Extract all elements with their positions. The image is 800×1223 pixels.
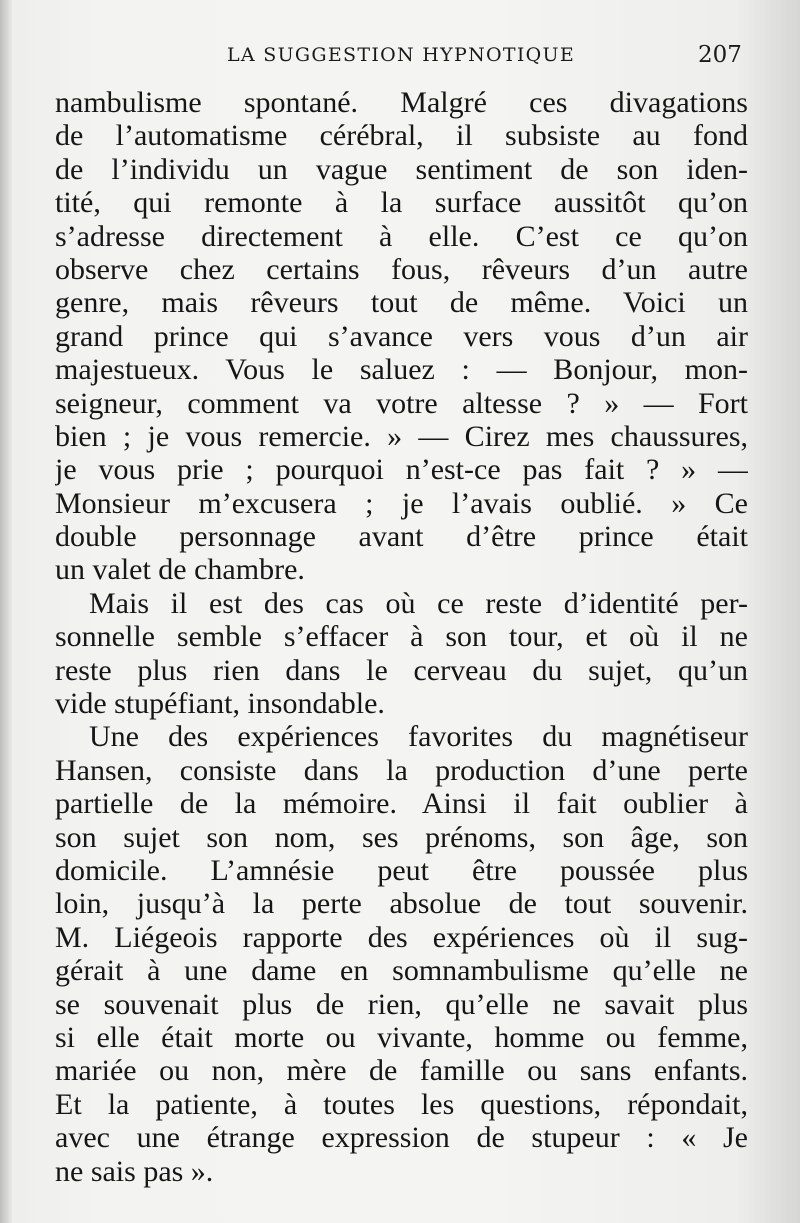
text-line: partielle de la mémoire. Ainsi il fait oublier à — [55, 787, 748, 821]
text-line: domicile. L’amnésie peut être poussée plus — [55, 853, 748, 887]
text-line: M. Liégeois rapporte des expériences où il sug- — [55, 920, 748, 954]
text-line: ne sais pas ». — [55, 1154, 214, 1188]
page-gutter-shadow — [0, 0, 12, 1223]
page-header — [0, 44, 800, 74]
text-line: si elle était morte ou vivante, homme ou femme, — [55, 1020, 748, 1054]
text-line: tité, qui remonte à la surface aussitôt qu’on — [55, 186, 748, 220]
body-text — [55, 86, 748, 1188]
text-line: un valet de chambre. — [55, 553, 305, 587]
text-line: avec une étrange expression de stupeur : « Je — [55, 1121, 748, 1155]
text-line: genre, mais rêveurs tout de même. Voici un — [55, 286, 748, 320]
text-line: majestueux. Vous le saluez : — Bonjour, mon- — [55, 353, 748, 387]
text-line: Monsieur m’excusera ; je l’avais oublié. » Ce — [55, 486, 748, 520]
text-line: Mais il est des cas où ce reste d’identité per- — [89, 586, 748, 620]
text-line: observe chez certains fous, rêveurs d’un autre — [55, 252, 748, 286]
text-line: Hansen, consiste dans la production d’une perte — [55, 753, 748, 787]
text-line: de l’individu un vague sentiment de son iden- — [55, 152, 748, 186]
text-line: sonnelle semble s’effacer à son tour, et où il ne — [55, 620, 748, 654]
text-line: reste plus rien dans le cerveau du sujet, qu’un — [55, 653, 748, 687]
text-line: loin, jusqu’à la perte absolue de tout souvenir. — [55, 887, 748, 921]
page-number: 207 — [698, 42, 742, 68]
text-line: Une des expériences favorites du magnétiseur — [89, 720, 748, 754]
text-line: bien ; je vous remercie. » — Cirez mes chaussures, — [55, 419, 748, 453]
text-line: se souvenait plus de rien, qu’elle ne savait plus — [55, 987, 748, 1021]
text-line: s’adresse directement à elle. C’est ce qu’on — [55, 219, 748, 253]
text-line: de l’automatisme cérébral, il subsiste au fond — [55, 119, 748, 153]
text-line: seigneur, comment va votre altesse ? » — Fort — [55, 386, 748, 420]
text-line: mariée ou non, mère de famille ou sans enfants. — [55, 1054, 748, 1088]
text-line: grand prince qui s’avance vers vous d’un air — [55, 319, 748, 353]
text-line: Et la patiente, à toutes les questions, répondait, — [55, 1087, 748, 1121]
text-line: vide stupéfiant, insondable. — [55, 687, 385, 721]
text-line: nambulisme spontané. Malgré ces divagations — [55, 86, 748, 119]
text-line: double personnage avant d’être prince était — [55, 520, 748, 554]
running-title: LA SUGGESTION HYPNOTIQUE — [227, 44, 576, 66]
text-line: je vous prie ; pourquoi n’est-ce pas fait ? » — — [55, 453, 748, 487]
text-line: son sujet son nom, ses prénoms, son âge, son — [55, 820, 748, 854]
text-line: gérait à une dame en somnambulisme qu’elle ne — [55, 954, 748, 988]
